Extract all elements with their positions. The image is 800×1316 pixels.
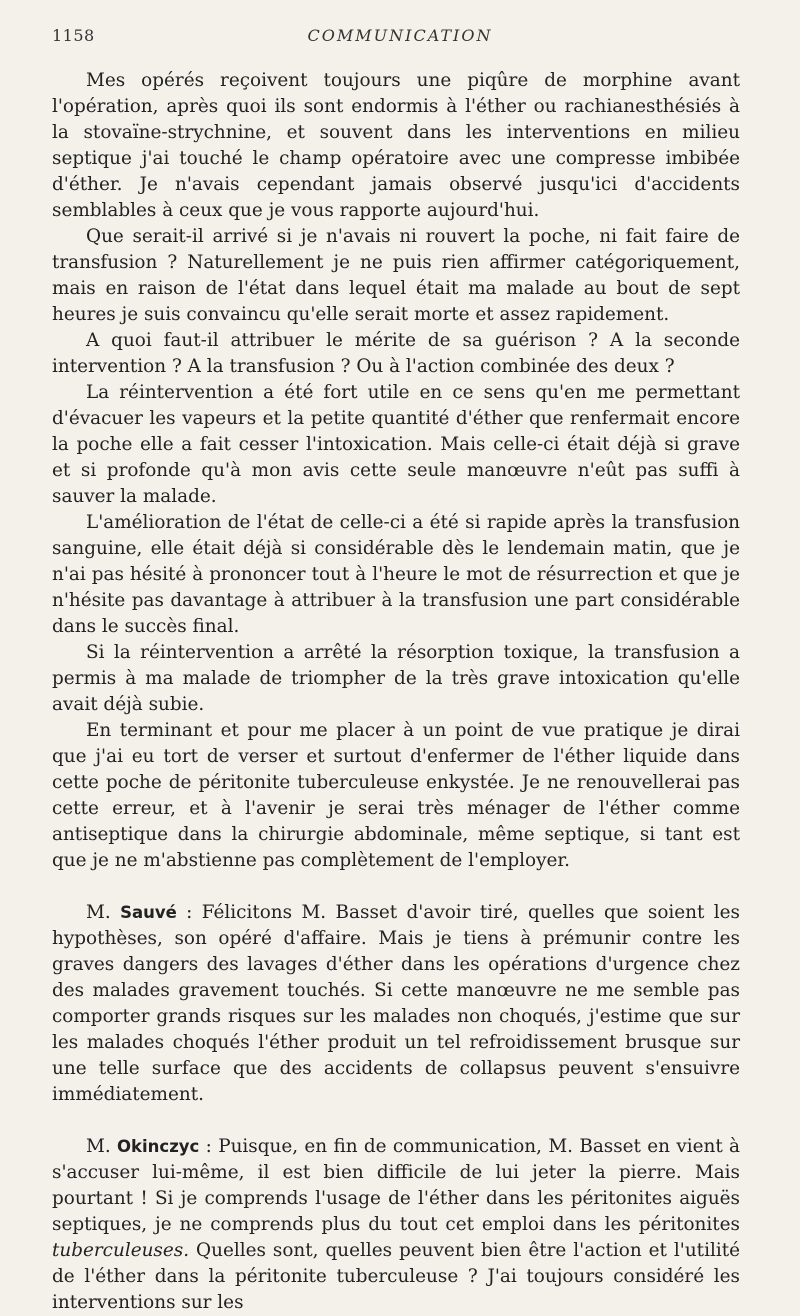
speaker-prefix: M.	[86, 902, 121, 923]
paragraph: L'amélioration de l'état de celle-ci a été si rapide après la transfusion sanguine, elle était déjà si considérable dès le lendemain matin, que je n'ai pas hésité à prononcer tout à l'heure le mot de résurrection et que je n'hésite pas davantage à attribuer à la transfusion une part considérable dans le succès final.	[52, 512, 740, 637]
paragraph: Que serait-il arrivé si je n'avais ni rouvert la poche, ni fait faire de transfusion ? Naturellement je ne puis rien affirmer catégoriquement, mais en raison de l'état dans lequel était ma malade au bout de sept heures je suis convaincu qu'elle serait morte et assez rapidement.	[52, 226, 740, 325]
page-number: 1158	[52, 26, 95, 45]
page-header	[52, 26, 748, 52]
discussion-text: : Puisque, en fin de communication, M. Basset en vient à s'accuser lui-même, il est bien difficile de lui jeter la pierre. Mais pourtant ! Si je comprends l'usage de l'éther dans les péritonites aiguës septiques, je ne comprends plus du tout cet emploi dans les péritonites	[52, 1136, 740, 1235]
paragraph: A quoi faut-il attribuer le mérite de sa guérison ? A la seconde intervention ? A la transfusion ? Ou à l'action combinée des deux ?	[52, 330, 740, 377]
speaker-name: Sauvé	[120, 903, 177, 922]
body-text	[52, 68, 740, 1316]
italic-term: tuberculeuses.	[52, 1240, 190, 1261]
section-gap	[52, 1108, 740, 1134]
paragraph: Mes opérés reçoivent toujours une piqûre de morphine avant l'opération, après quoi ils sont endormis à l'éther ou rachianesthésiés à la stovaïne-strychnine, et souvent dans les interventions en milieu septique j'ai touché le champ opératoire avec une compresse imbibée d'éther. Je n'avais cependant jamais observé jusqu'ici d'accidents semblables à ceux que je vous rapporte aujourd'hui.	[52, 70, 740, 221]
discussion-text: Quelles sont, quelles peuvent bien être l'action et l'utilité de l'éther dans la péritonite tuberculeuse ? J'ai toujours considéré les interventions sur les	[52, 1240, 740, 1313]
discussion-okinczyc	[52, 1134, 740, 1316]
discussion-sauve	[52, 900, 740, 1108]
paragraph: La réintervention a été fort utile en ce sens qu'en me permettant d'évacuer les vapeurs et la petite quantité d'éther que renfermait encore la poche elle a fait cesser l'intoxication. Mais celle-ci était déjà si grave et si profonde qu'à mon avis cette seule manœuvre n'eût pas suffi à sauver la malade.	[52, 382, 740, 507]
running-title: COMMUNICATION	[307, 26, 493, 45]
paragraph: Si la réintervention a arrêté la résorption toxique, la transfusion a permis à ma malade de triompher de la très grave intoxication qu'elle avait déjà subie.	[52, 642, 740, 715]
speaker-name: Okinczyc	[117, 1137, 200, 1156]
discussion-text: : Félicitons M. Basset d'avoir tiré, quelles que soient les hypothèses, son opéré d'affaire. Mais je tiens à prémunir contre les graves dangers des lavages d'éther dans les opérations d'urgence chez des malades gravement touchés. Si cette manœuvre ne me semble pas comporter grands risques sur les malades non choqués, j'estime que sur les malades choqués l'éther produit un tel refroidissement brusque sur une telle surface que des accidents de collapsus peuvent s'ensuivre immédiatement.	[52, 902, 740, 1105]
paragraph: En terminant et pour me placer à un point de vue pratique je dirai que j'ai eu tort de verser et surtout d'enfermer de l'éther liquide dans cette poche de péritonite tuberculeuse enkystée. Je ne renouvellerai pas cette erreur, et à l'avenir je serai très ménager de l'éther comme antiseptique dans la chirurgie abdominale, même septique, si tant est que je ne m'abstienne pas complètement de l'employer.	[52, 720, 740, 871]
speaker-prefix: M.	[86, 1136, 118, 1157]
section-gap	[52, 874, 740, 900]
